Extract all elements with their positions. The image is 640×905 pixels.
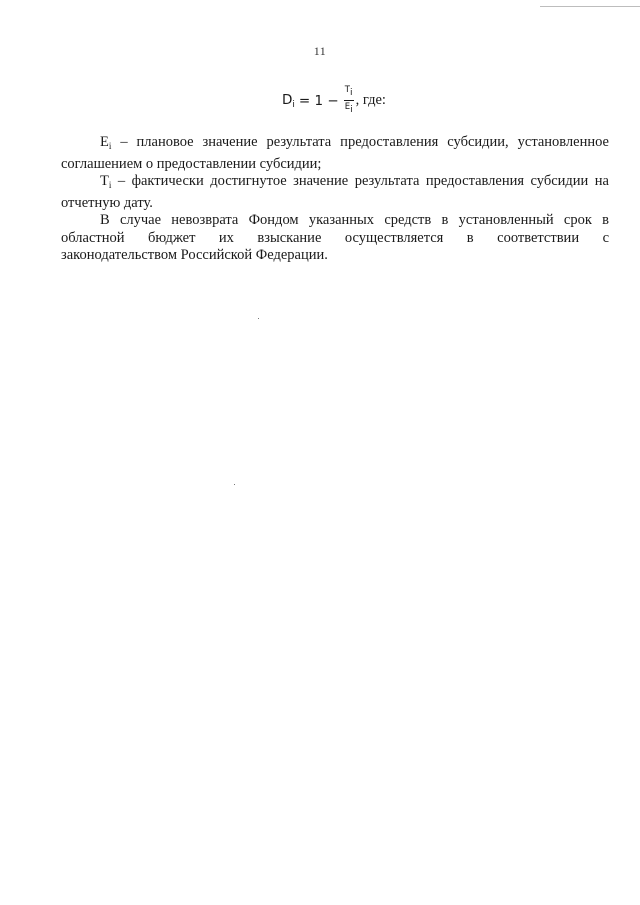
formula-lhs: $D_i$	[282, 91, 295, 110]
fraction-denominator: Ei	[344, 102, 353, 115]
scan-edge-line	[540, 6, 640, 7]
symbol-e: $E_i$	[100, 134, 112, 151]
paragraph-e-definition: $E_i$ – плановое значение результата предоставления субсидии, установленное соглашением о предоставлении субсидии;	[61, 134, 609, 172]
paragraph-refund-line1: В случае невозврата Фондом указанных средств в установленный срок в областной бюджет их взыскание осуществляется в соответствии с	[61, 212, 609, 246]
symbol-t: $T_i$	[100, 173, 112, 190]
fraction-numerator: Ti	[344, 85, 353, 98]
fraction-bar	[344, 100, 354, 101]
paragraph-refund-line2: законодательством Российской Федерации.	[61, 247, 328, 263]
formula	[282, 86, 386, 115]
scan-speck	[258, 318, 259, 319]
page-number: 11	[313, 44, 327, 58]
formula-operator: = 1 −	[298, 92, 339, 109]
scan-speck	[234, 484, 235, 485]
formula-tail: , где:	[355, 92, 386, 108]
body-text	[61, 134, 609, 265]
paragraph-t-definition: $T_i$ – фактически достигнутое значение результата предоставления субсидии на отчетную дату.	[61, 173, 609, 211]
formula-fraction	[344, 86, 354, 115]
